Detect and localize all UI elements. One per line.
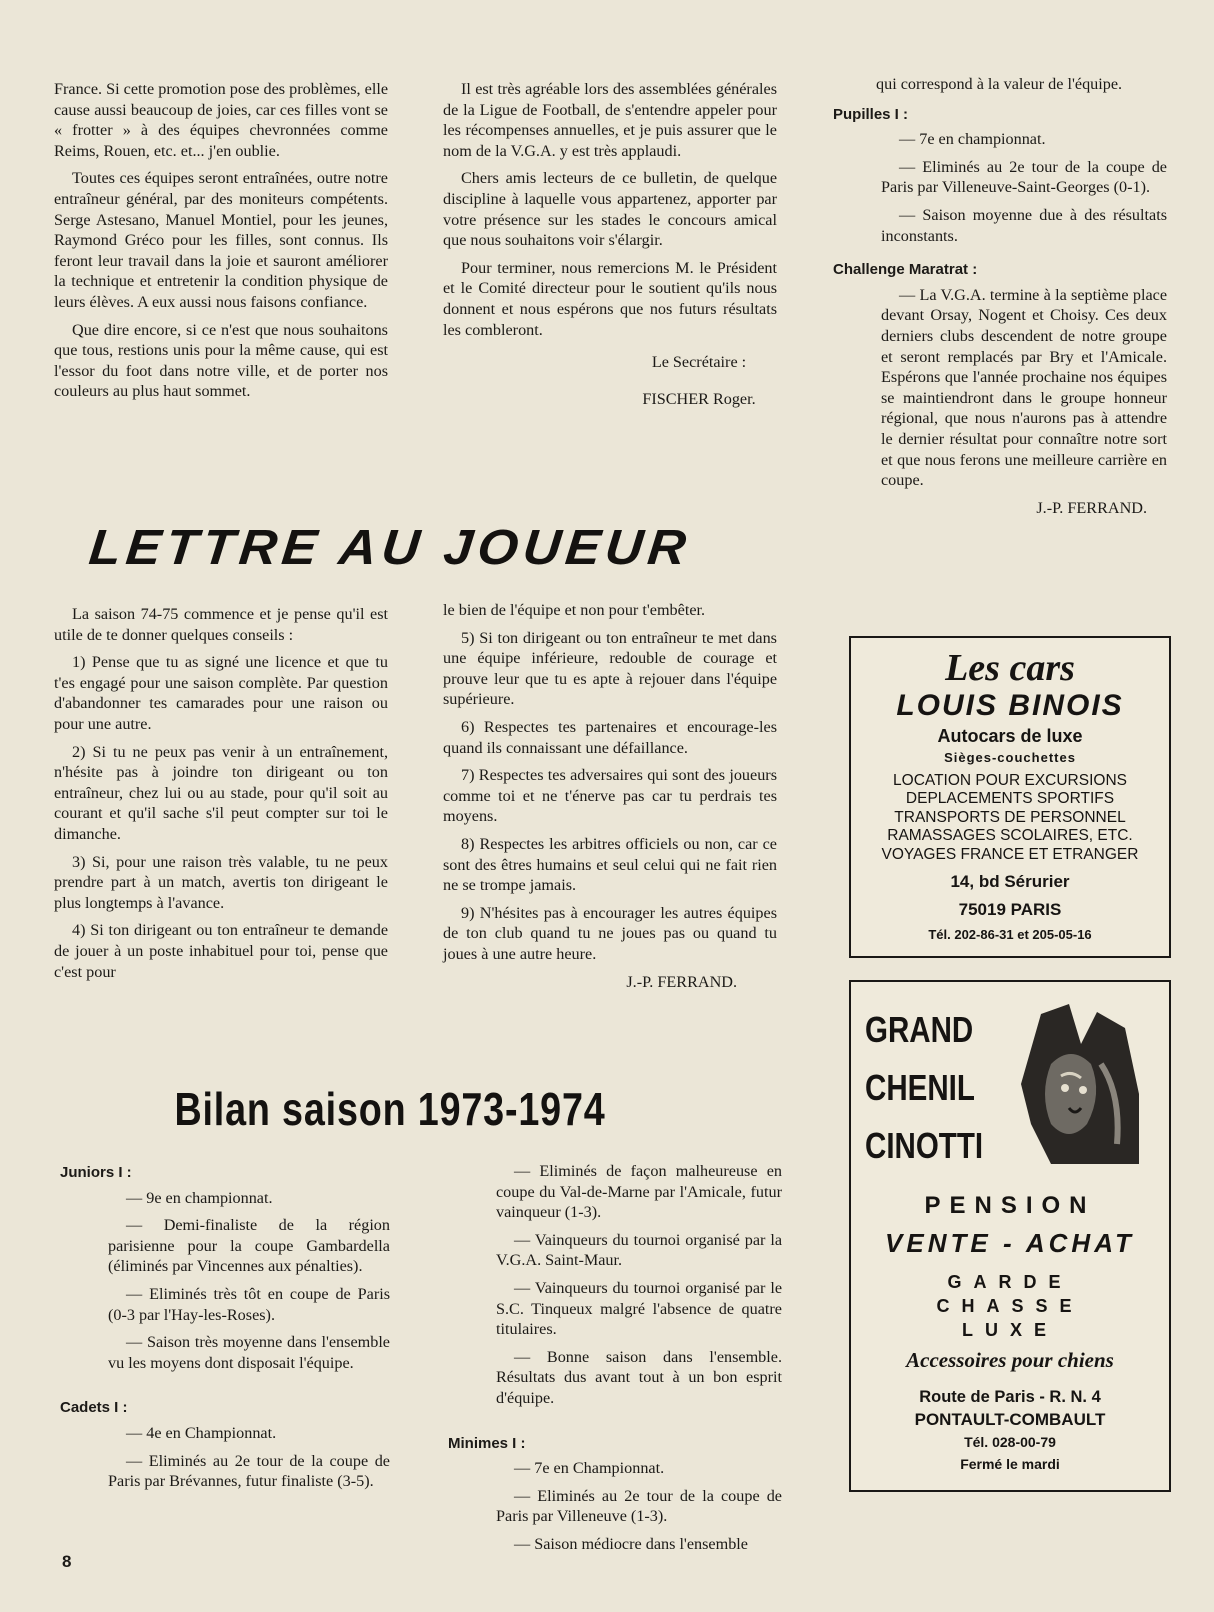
- page-number: 8: [62, 1552, 72, 1571]
- ad-brand: LOUIS BINOIS: [896, 689, 1124, 722]
- paragraph: France. Si cette promotion pose des problèmes, elle cause aussi beaucoup de joies, car ces filles vont se « frotter » à des équipes chevronnées comme Reims, Rouen, etc. et... j'en oublie.: [54, 80, 389, 160]
- ad-route: Route de Paris - R. N. 4: [919, 1388, 1101, 1406]
- paragraph: Que dire encore, si ce n'est que nous souhaitons que tous, restions unis pour la même cause, qui est l'essor du foot dans notre ville, et de porter nos couleurs au plus haut sommet.: [54, 320, 388, 401]
- ad-service-line: RAMASSAGES SCOLAIRES, ETC.: [887, 827, 1133, 845]
- paragraph: 9) N'hésites pas à encourager les autres équipes de ton club quand tu ne joues pas ou quand tu joues à une autre heure.: [443, 903, 777, 963]
- list-item: — Eliminés très tôt en coupe de Paris (0-3 par l'Hay-les-Roses).: [60, 1284, 390, 1325]
- ad-services: [851, 772, 1169, 864]
- list-item: — Demi-finaliste de la région parisienne pour la coupe Gambardella (éliminés par Vincennes aux pénalties).: [60, 1215, 390, 1277]
- ad-tel: Tél. 028-00-79: [964, 1434, 1056, 1450]
- paragraph: 8) Respectes les arbitres officiels ou non, car ce sont des êtres humains et seul celui qui ne fait rien ne se trompe jamais.: [443, 834, 777, 895]
- lettre-col1: [54, 604, 388, 989]
- paragraph: 7) Respectes tes adversaires qui sont des joueurs comme toi et ne t'énerve pas car tu perdrais tes moyens.: [443, 766, 777, 826]
- paragraph: 4) Si ton dirigeant ou ton entraîneur te demande de jouer à un poste inhabituel pour toi, pense que c'est pour: [54, 921, 388, 981]
- list-item: — 9e en championnat.: [60, 1188, 390, 1209]
- list-item: — Eliminés au 2e tour de la coupe de Paris par Villeneuve-Saint-Georges (0-1).: [833, 157, 1167, 198]
- paragraph: Chers amis lecteurs de ce bulletin, de quelque discipline à laquelle vous appartenez, apporter par votre présence sur les stades le concours amical que nous souhaitons voir s'élargir.: [443, 169, 777, 250]
- secretary-title: Le Secrétaire :: [651, 353, 747, 372]
- paragraph: La saison 74-75 commence et je pense qu'il est utile de te donner quelques conseils :: [54, 605, 388, 644]
- ad-city: 75019 PARIS: [958, 900, 1062, 920]
- ad-tel: Tél. 202-86-31 et 205-05-16: [928, 927, 1092, 943]
- list-item: — Saison médiocre dans l'ensemble: [448, 1534, 782, 1555]
- list-item: — 4e en Championnat.: [60, 1423, 390, 1444]
- lettre-heading: LETTRE AU JOUEUR: [86, 520, 694, 576]
- signature: J.-P. FERRAND.: [626, 972, 737, 991]
- ad-street: 14, bd Sérurier: [950, 872, 1070, 892]
- ad-garde: GARDE: [947, 1272, 1073, 1292]
- ad-pension: PENSION: [924, 1192, 1096, 1219]
- signature: J.-P. FERRAND.: [1036, 498, 1147, 517]
- ad-line1: GRAND: [865, 1009, 974, 1050]
- paragraph: 3) Si, pour une raison très valable, tu ne peux prendre part à un match, avertis ton dirigeant le plus longtemps à l'avance.: [54, 852, 388, 912]
- ad-chasse: CHASSE: [936, 1296, 1084, 1316]
- list-item: — Vainqueurs du tournoi organisé par le S.C. Tinqueux malgré l'absence de quatre titulaires.: [448, 1278, 782, 1340]
- paragraph: 1) Pense que tu as signé une licence et que tu t'es engagé pour une saison complète. Par question d'abandonner tes camarades pour une raison ou pour une autre.: [54, 653, 388, 733]
- minimes-title: Minimes I :: [448, 1434, 526, 1452]
- col1-top-text: [54, 79, 388, 409]
- cadets-title: Cadets I :: [60, 1399, 128, 1417]
- list-item: — Vainqueurs du tournoi organisé par la V.G.A. Saint-Maur.: [448, 1230, 782, 1271]
- ad-script-title: Les cars: [945, 647, 1075, 689]
- ad-subtitle2: Sièges-couchettes: [944, 750, 1076, 765]
- list-item: — Saison très moyenne dans l'ensemble vu les moyens dont disposait l'équipe.: [60, 1332, 390, 1373]
- paragraph: Il est très agréable lors des assemblées générales de la Ligue de Football, de s'entendre appeler pour les récompenses annuelles, et je puis assurer que le nom de la V.G.A. y est très applaudi.: [443, 80, 777, 160]
- continued-text: le bien de l'équipe et non pour t'embêter.: [443, 601, 706, 619]
- ad-line3: CINOTTI: [865, 1125, 984, 1166]
- list-item: — 7e en Championnat.: [448, 1458, 782, 1479]
- paragraph: Pour terminer, nous remercions M. le Président et le Comité directeur pour le soutient qu'ils nous donnent et nous espérons que nos futurs résultats les combleront.: [443, 258, 777, 339]
- list-item: — Eliminés de façon malheureuse en coupe du Val-de-Marne par l'Amicale, futur vainqueur (1-3).: [448, 1161, 782, 1223]
- ad-town: PONTAULT-COMBAULT: [914, 1410, 1106, 1429]
- col3-top-text: [833, 74, 1167, 525]
- ad-service-line: VOYAGES FRANCE ET ETRANGER: [881, 845, 1139, 863]
- bilan-col2: [448, 1161, 782, 1562]
- paragraph: 5) Si ton dirigeant ou ton entraîneur te met dans une équipe inférieure, redouble de courage et prouve leur que tu es apte à rejouer dans l'équipe supérieure.: [443, 628, 777, 709]
- list-item: — La V.G.A. termine à la septième place devant Orsay, Nogent et Choisy. Ces deux derniers clubs descendent de notre groupe et seront remplacés par Bry et l'Amicale. Espérons que l'année prochaine nos équipes se maintiendront dans le groupe honneur régional, que nous n'aurons pas à attendre le dernier résultat pour connaître notre sort et que nous ferons une meilleure carrière en coupe.: [833, 285, 1167, 491]
- continued-text: qui correspond à la valeur de l'équipe.: [876, 75, 1123, 93]
- list-item: — Bonne saison dans l'ensemble. Résultats dus avant tout à un bon esprit d'équipe.: [448, 1347, 782, 1409]
- ad-luxe: LUXE: [961, 1320, 1058, 1340]
- list-item: — 7e en championnat.: [833, 129, 1167, 150]
- list-item: — Eliminés au 2e tour de la coupe de Paris par Villeneuve (1-3).: [448, 1486, 782, 1527]
- bilan-heading: Bilan saison 1973-1974: [174, 1083, 606, 1135]
- dog-photo-icon: [1021, 1004, 1139, 1164]
- lettre-col2: [443, 600, 777, 999]
- paragraph: 6) Respectes tes partenaires et encourage-les quand ils connaissant une défaillance.: [443, 717, 777, 757]
- ad-closed-day: Fermé le mardi: [960, 1456, 1060, 1472]
- col2-top-text: [443, 79, 777, 421]
- ad-service-line: LOCATION POUR EXCURSIONS: [893, 772, 1127, 789]
- secretary-name: FISCHER Roger.: [642, 390, 756, 409]
- juniors-title: Juniors I :: [60, 1164, 132, 1181]
- paragraph: 2) Si tu ne peux pas venir à un entraînement, n'hésite pas à joindre ton dirigeant ou ton entraîneur, chez lui ou au stade, pour qu'il soit au courant et qu'il sache s'il peut compter sur toi le dimanche.: [54, 742, 388, 843]
- ad-accessoires: Accessoires pour chiens: [906, 1348, 1114, 1372]
- ad-cars-louis-binois: [849, 636, 1171, 958]
- list-item: — Saison moyenne due à des résultats inconstants.: [833, 205, 1167, 246]
- ad-vente: VENTE - ACHAT: [885, 1228, 1135, 1258]
- ad-line2: CHENIL: [865, 1067, 975, 1108]
- ad-service-line: TRANSPORTS DE PERSONNEL: [894, 808, 1126, 826]
- ad-subtitle: Autocars de luxe: [937, 726, 1083, 746]
- paragraph: Toutes ces équipes seront entraînées, outre notre entraîneur général, par des moniteurs compétents. Serge Astesano, Manuel Montiel, pour les jeunes, Raymond Gréco pour les filles, sont connus. Ils feront leur travail dans la joie et sauront améliorer la technique et entretenir la condition physique de leurs élèves. A eux aussi nous faisons confiance.: [54, 169, 388, 311]
- challenge-title: Challenge Maratrat :: [833, 261, 978, 279]
- pupilles-title: Pupilles I :: [833, 105, 909, 123]
- ad-service-line: DEPLACEMENTS SPORTIFS: [905, 790, 1115, 808]
- list-item: — Eliminés au 2e tour de la coupe de Paris par Brévannes, futur finaliste (3-5).: [60, 1451, 390, 1492]
- bilan-col1: [60, 1163, 390, 1499]
- ad-grand-chenil: [849, 980, 1171, 1492]
